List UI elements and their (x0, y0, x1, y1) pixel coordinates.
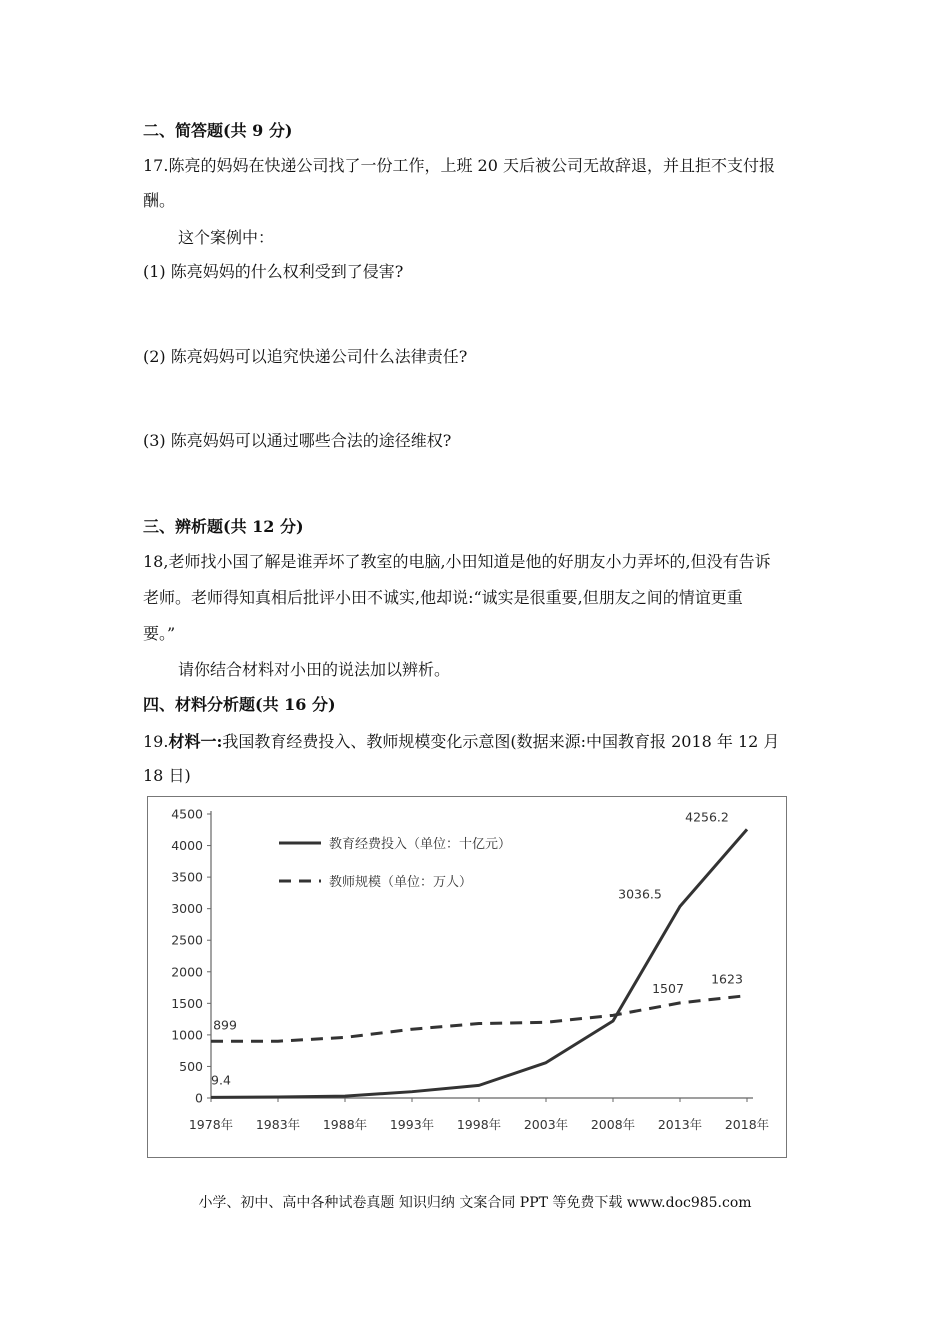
q19-description: 我国教育经费投入、教师规模变化示意图(数据来源:中国教育报 2018 年 12 月 (222, 732, 780, 751)
data-label: 1507 (652, 980, 684, 996)
data-label: 9.4 (211, 1072, 231, 1088)
y-tick-label: 4500 (171, 806, 203, 822)
q17-sub2: (2) 陈亮妈妈可以追究快递公司什么法律责任? (143, 347, 468, 366)
x-tick-label: 1978年 (188, 1117, 234, 1132)
q17-sub3: (3) 陈亮妈妈可以通过哪些合法的途径维权? (143, 431, 452, 450)
y-tick-label: 1000 (171, 1027, 203, 1043)
legend-label-2: 教师规模（单位：万人） (329, 875, 473, 890)
x-tick-label: 1983年 (255, 1117, 301, 1132)
data-label: 4256.2 (685, 809, 729, 825)
x-tick-label: 1988年 (322, 1117, 368, 1132)
data-label: 899 (213, 1017, 237, 1033)
section2-heading: 二、简答题(共 9 分) (143, 121, 293, 140)
q17-intro: 这个案例中： (178, 228, 275, 247)
q19-text-line1 (143, 729, 779, 752)
x-tick-label: 2013年 (657, 1117, 703, 1132)
q17-text-line1: 17.陈亮的妈妈在快递公司找了一份工作，上班 20 天后被公司无故辞退，并且拒不支付报 (143, 156, 775, 175)
y-tick-label: 0 (195, 1090, 203, 1106)
q18-text-line1: 18,老师找小国了解是谁弄坏了教室的电脑,小田知道是他的好朋友小力弄坏的,但没有告诉 (143, 552, 771, 571)
y-tick-label: 1500 (171, 995, 203, 1011)
x-tick-label: 2018年 (724, 1117, 770, 1132)
q17-sub1: (1) 陈亮妈妈的什么权利受到了侵害? (143, 262, 404, 281)
data-label: 3036.5 (618, 886, 662, 902)
q19-number: 19. (143, 732, 169, 751)
y-tick-label: 2000 (171, 964, 203, 980)
section4-heading: 四、材料分析题(共 16 分) (143, 695, 336, 714)
q19-material-label: 材料一: (168, 732, 223, 751)
x-tick-label: 1998年 (456, 1117, 502, 1132)
y-tick-label: 3000 (171, 901, 203, 917)
q18-task: 请你结合材料对小田的说法加以辨析。 (178, 660, 451, 679)
data-label: 1623 (711, 971, 743, 987)
series-line-1 (211, 829, 747, 1097)
y-tick-label: 500 (179, 1058, 203, 1074)
legend-label-1: 教育经费投入（单位：十亿元） (329, 837, 512, 852)
q18-text-line3: 要。” (143, 624, 176, 643)
q17-text-line2: 酬。 (143, 191, 176, 210)
line-chart (148, 797, 785, 1156)
q19-text-line2: 18 日) (143, 766, 191, 785)
section3-heading: 三、辨析题(共 12 分) (143, 517, 304, 536)
chart-frame (147, 796, 787, 1158)
x-tick-label: 2003年 (523, 1117, 569, 1132)
y-tick-label: 4000 (171, 838, 203, 854)
x-tick-label: 2008年 (590, 1117, 636, 1132)
q18-text-line2: 老师。老师得知真相后批评小田不诚实,他却说:“诚实是很重要,但朋友之间的情谊更重 (143, 588, 743, 607)
x-tick-label: 1993年 (389, 1117, 435, 1132)
y-tick-label: 3500 (171, 869, 203, 885)
series-line-2 (211, 996, 747, 1042)
y-tick-label: 2500 (171, 932, 203, 948)
page-footer: 小学、初中、高中各种试卷真题 知识归纳 文案合同 PPT 等免费下载 www.doc985.com (198, 1195, 752, 1211)
